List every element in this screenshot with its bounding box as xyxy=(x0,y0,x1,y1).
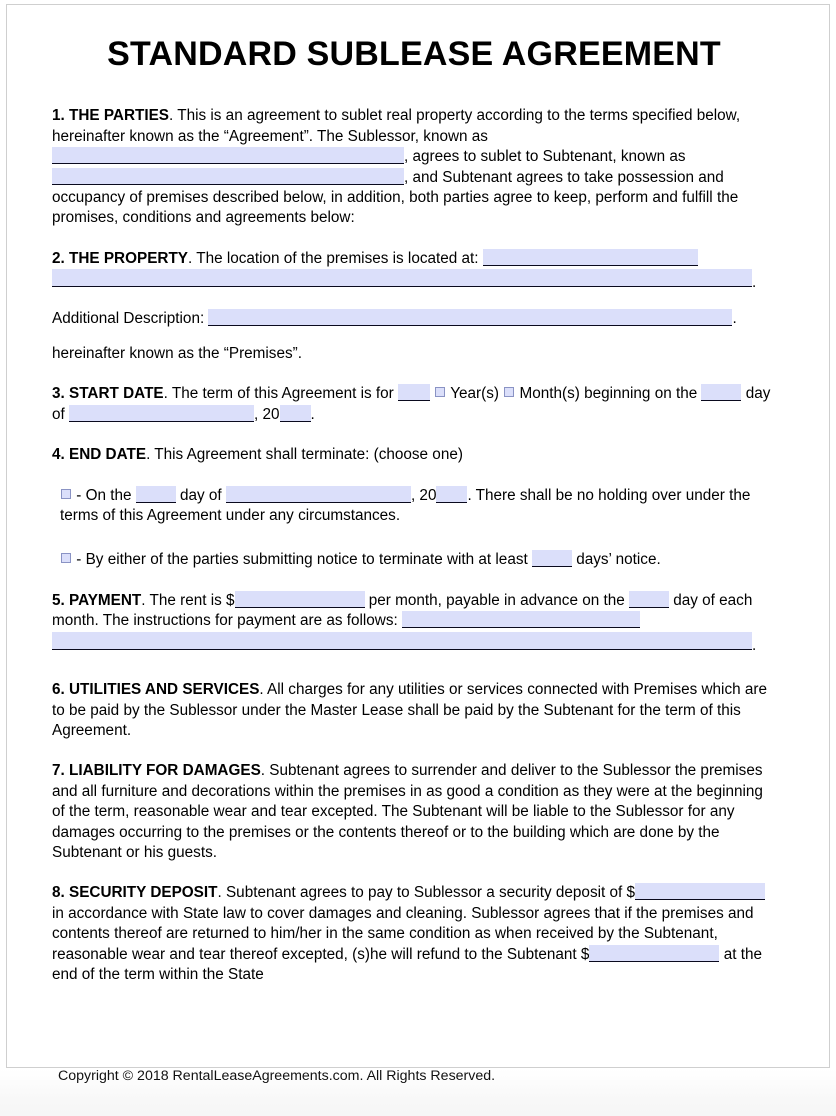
term-length-field[interactable] xyxy=(398,384,430,401)
section-5-heading: 5. PAYMENT xyxy=(52,591,142,609)
section-6-heading: 6. UTILITIES AND SERVICES xyxy=(52,681,260,699)
notice-days-field[interactable] xyxy=(532,550,572,567)
years-checkbox[interactable] xyxy=(435,387,445,397)
spacer xyxy=(52,73,776,97)
spacer xyxy=(52,466,776,486)
end-date-option-1-text-a: - On the xyxy=(76,486,132,504)
section-3-text-5: . xyxy=(310,405,315,423)
section-5-period: . xyxy=(752,636,757,654)
spacer xyxy=(52,229,776,249)
end-date-option-2 xyxy=(52,550,776,570)
section-3-start-date xyxy=(52,384,776,425)
section-2-heading: 2. THE PROPERTY xyxy=(52,249,188,267)
section-4-end-date xyxy=(52,445,776,465)
section-7-heading: 7. LIABILITY FOR DAMAGES xyxy=(52,762,261,780)
spacer xyxy=(52,741,776,761)
spacer xyxy=(52,656,776,680)
spacer xyxy=(52,294,776,309)
end-year-field[interactable] xyxy=(436,486,467,503)
section-8-text-2: in accordance with State law to cover damages and cleaning. Sublessor agrees that if the premises and contents thereof are returned to him/her in the same condition as when received by the Subtenant, reasonable wear and tear thereof excepted, (s)he will refund to the Subtenant $ xyxy=(52,904,754,963)
page-title: STANDARD SUBLEASE AGREEMENT xyxy=(107,35,721,73)
payment-instructions-field-line2[interactable] xyxy=(52,632,752,650)
property-address-field-line1[interactable] xyxy=(483,249,698,266)
property-address-field-line2[interactable] xyxy=(52,269,752,287)
section-3-heading: 3. START DATE xyxy=(52,385,164,403)
spacer xyxy=(52,329,776,344)
spacer xyxy=(52,425,776,445)
end-date-option-2-text-b: days’ notice. xyxy=(576,551,661,569)
additional-description-label: Additional Description: xyxy=(52,309,205,327)
end-date-option-1 xyxy=(52,486,776,527)
section-6-body: . All charges for any utilities or services connected with Premises which are to be paid by the Sublessor under the Master Lease shall be paid by the Subtenant for the term of this Agreement. xyxy=(52,681,767,739)
section-4-text-1: . This Agreement shall terminate: (choose one) xyxy=(146,446,463,464)
months-checkbox[interactable] xyxy=(504,387,514,397)
security-deposit-amount-field[interactable] xyxy=(635,883,765,900)
end-date-option-2-text-a: - By either of the parties submitting notice to terminate with at least xyxy=(76,551,528,569)
section-1-text-2: , agrees to sublet to Subtenant, known as xyxy=(404,148,686,166)
sublessor-name-field[interactable] xyxy=(52,147,404,164)
section-5-text-2: per month, payable in advance on the xyxy=(368,591,625,609)
years-label: Year(s) xyxy=(450,385,499,403)
end-date-option-1-checkbox[interactable] xyxy=(61,489,71,499)
section-7-liability xyxy=(52,761,776,863)
start-day-field[interactable] xyxy=(701,384,741,401)
end-date-option-1-text-b: day of xyxy=(180,486,222,504)
section-8-heading: 8. SECURITY DEPOSIT xyxy=(52,884,218,902)
document-content xyxy=(52,0,776,985)
section-8-security-deposit xyxy=(52,883,776,985)
section-4-heading: 4. END DATE xyxy=(52,446,147,464)
section-5-text-3: day of each month. The instructions for payment are as follows: xyxy=(52,591,753,630)
end-day-field[interactable] xyxy=(136,486,176,503)
section-3-text-2: beginning on the xyxy=(584,385,698,403)
additional-description-period: . xyxy=(732,309,737,327)
section-3-text-4: , 20 xyxy=(254,405,280,423)
spacer xyxy=(52,571,776,591)
spacer xyxy=(52,97,776,106)
section-5-payment xyxy=(52,591,776,632)
copyright-footer: Copyright © 2018 RentalLeaseAgreements.com. All Rights Reserved. xyxy=(58,1068,496,1084)
section-3-text-3: day of xyxy=(52,385,771,423)
section-6-utilities xyxy=(52,680,776,741)
section-1-parties xyxy=(52,106,776,228)
premises-definition-text: hereinafter known as the “Premises”. xyxy=(52,345,302,363)
spacer xyxy=(52,526,776,550)
section-5-text-1: . The rent is $ xyxy=(141,591,235,609)
payment-instructions-field-line1[interactable] xyxy=(402,611,640,628)
rent-due-day-field[interactable] xyxy=(629,591,669,608)
end-date-option-1-text-d: . There shall be no holding over under the terms of this Agreement under any circumstances. xyxy=(60,486,751,525)
section-3-text-1: . The term of this Agreement is for xyxy=(163,385,394,403)
months-label: Month(s) xyxy=(519,385,580,403)
end-date-option-1-text-c: , 20 xyxy=(410,486,437,504)
additional-description-field[interactable] xyxy=(208,309,732,326)
section-2-period: . xyxy=(752,274,757,292)
section-2-text-1: . The location of the premises is located at: xyxy=(188,249,479,267)
section-1-text-1: . This is an agreement to sublet real property according to the terms specified below, hereinafter known as the “Agreement”. The Sublessor, known as xyxy=(52,107,741,145)
end-month-field[interactable] xyxy=(226,486,411,503)
section-1-heading: 1. THE PARTIES xyxy=(52,107,170,125)
section-7-body: . Subtenant agrees to surrender and deliver to the Sublessor the premises and all furniture and decorations within the premises in as good a condition as they were at the beginning of the term, reasonable wear and tear excepted. The Subtenant will be liable to the Sublessor for any damages occurring to the premises or the contents thereof or to the building which are done by the Subtenant or his guests. xyxy=(52,762,763,861)
rent-amount-field[interactable] xyxy=(235,591,365,608)
spacer xyxy=(52,364,776,384)
section-2-property xyxy=(52,249,776,269)
start-year-field[interactable] xyxy=(280,405,311,422)
end-date-option-2-checkbox[interactable] xyxy=(61,553,71,563)
subtenant-name-field[interactable] xyxy=(52,168,404,185)
section-8-text-3: at the end of the term within the State xyxy=(52,945,762,983)
start-month-field[interactable] xyxy=(69,405,254,422)
spacer xyxy=(52,863,776,883)
security-deposit-refund-field[interactable] xyxy=(589,945,719,962)
section-8-text-1: . Subtenant agrees to pay to Sublessor a security deposit of $ xyxy=(217,884,636,902)
section-1-text-3: , and Subtenant agrees to take possession and occupancy of premises described below, in addition, both parties agree to keep, perform and fulfill the promises, conditions and agreements below: xyxy=(52,168,739,227)
additional-description-row xyxy=(52,309,776,329)
